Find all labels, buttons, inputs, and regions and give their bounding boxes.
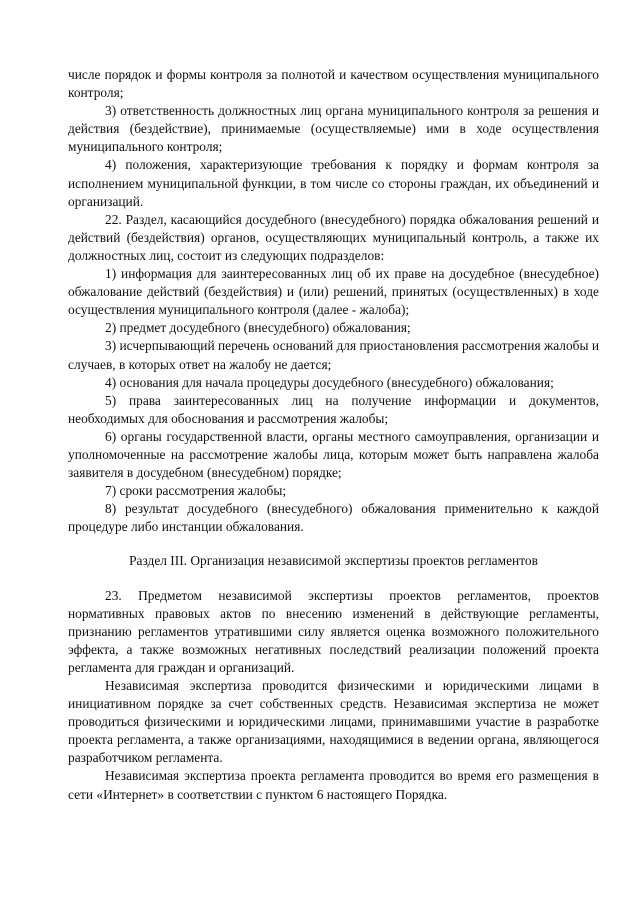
- section-heading: Раздел III. Организация независимой экспертизы проектов регламентов: [129, 553, 538, 569]
- paragraph-22-appeal-section: 22. Раздел, касающийся досудебного (внесудебного) порядка обжалования решений и действий (бездействия) органов, осуществляющих муниципальный контроль, а также их должностных лиц, состоит из следующих подразделов:: [68, 211, 599, 263]
- document-page: [68, 66, 599, 804]
- list-item-2-subject: 2) предмет досудебного (внесудебного) обжалования;: [105, 320, 411, 336]
- paragraph-item-3-responsibility: 3) ответственность должностных лиц органа муниципального контроля за решения и действия (бездействие), принимаемые (осуществляемые) ими в ходе осуществления муниципального контроля;: [68, 103, 599, 155]
- top-section: [68, 66, 599, 536]
- paragraph-23-expertise-subject: 23. Предметом независимой экспертизы проектов регламентов, проектов нормативных правовых актов по внесению изменений в действующие регламенты, признанию регламентов утратившими силу является оценка возможного положительного эффекта, а также возможных негативных последствий реализации положений проекта регламента для граждан и организаций.: [68, 587, 599, 675]
- list-item-7-deadlines: 7) сроки рассмотрения жалобы;: [105, 483, 287, 499]
- list-item-5-rights: 5) права заинтересованных лиц на получение информации и документов, необходимых для обоснования и рассмотрения жалобы;: [68, 392, 599, 426]
- bottom-section: [68, 587, 599, 804]
- paragraph-continuation: числе порядок и формы контроля за полнотой и качеством осуществления муниципального контроля;: [68, 67, 599, 101]
- list-item-1-information: 1) информация для заинтересованных лиц об их праве на досудебное (внесудебное) обжалование действий (бездействия) и (или) решений, принятых (осуществленных) в ходе осуществления муниципального контроля (далее - жалоба);: [68, 266, 599, 318]
- paragraph-independent-expertise: Независимая экспертиза проводится физическими и юридическими лицами в инициативном порядке за счет собственных средств. Независимая экспертиза не может проводиться физическими и юридическими лицами, принимавшими участие в разработке проекта регламента, а также организациями, находящимися в ведении органа, являющегося разработчиком регламента.: [68, 678, 599, 766]
- list-item-4-grounds-start: 4) основания для начала процедуры досудебного (внесудебного) обжалования;: [105, 374, 554, 390]
- list-item-3-grounds-suspension: 3) исчерпывающий перечень оснований для приостановления рассмотрения жалобы и случаев, в которых ответ на жалобу не дается;: [68, 338, 599, 372]
- paragraph-expertise-timing: Независимая экспертиза проекта регламента проводится во время его размещения в сети «Интернет» в соответствии с пунктом 6 настоящего Порядка.: [68, 768, 599, 802]
- list-item-8-result: 8) результат досудебного (внесудебного) обжалования применительно к каждой процедуре либо инстанции обжалования.: [68, 501, 599, 535]
- list-item-6-authorities: 6) органы государственной власти, органы местного самоуправления, организации и уполномоченные на рассмотрение жалобы лица, которым может быть направлена жалоба заявителя в досудебном (внесудебном) порядке;: [68, 428, 599, 481]
- paragraph-item-4-control-provisions: 4) положения, характеризующие требования к порядку и формам контроля за исполнением муниципальной функции, в том числе со стороны граждан, их объединений и организаций.: [68, 157, 599, 209]
